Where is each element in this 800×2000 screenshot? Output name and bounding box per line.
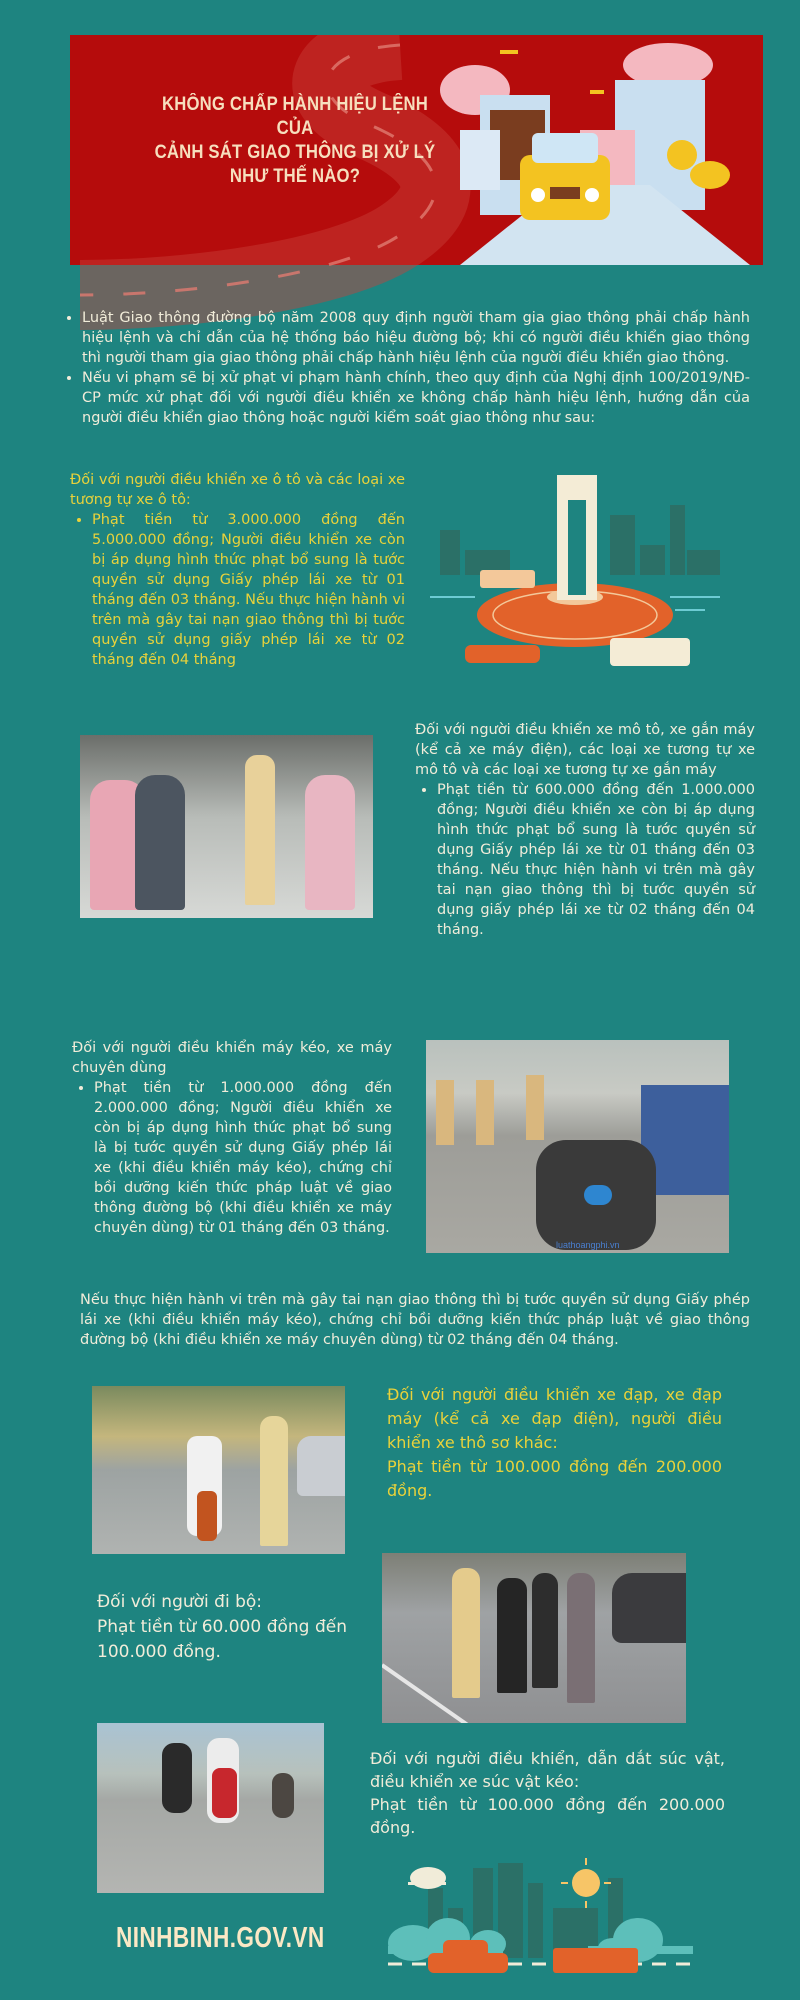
page-title: KHÔNG CHẤP HÀNH HIỆU LỆNH CỦA CẢNH SÁT GIAO THÔNG BỊ XỬ LÝ NHƯ THẾ NÀO?	[154, 94, 436, 187]
tractor-fine: • Phạt tiền từ 1.000.000 đồng đến 2.000.000 đồng; Người điều khiển xe còn bị áp dụng hình thức phạt bổ sung là bị tước quyền sử dụng Giấy phép lái xe (khi điều khiển máy kéo), chứng chỉ bồi dưỡng kiến thức pháp luật về giao thông đường bộ (khi điều khiển xe máy chuyên dùng) từ 01 tháng đến 03 tháng.	[94, 1078, 392, 1238]
animal-fine: Phạt tiền từ 100.000 đồng đến 200.000 đồng.	[370, 1795, 725, 1837]
tractor-heading: Đối với người điều khiển máy kéo, xe máy chuyên dùng	[72, 1040, 392, 1076]
animal-section	[370, 1747, 725, 1839]
pedestrian-heading: Đối với người đi bộ:	[97, 1592, 262, 1612]
bicycle-heading: Đối với người điều khiển xe đạp, xe đạp máy (kể cả xe đạp điện), người điều khiển xe thô sơ khác:	[387, 1385, 722, 1452]
bicycle-fine: Phạt tiền từ 100.000 đồng đến 200.000 đồng.	[387, 1457, 722, 1500]
intro-text	[60, 308, 750, 428]
tractor-section	[72, 1038, 392, 1238]
pedestrian-section	[97, 1590, 347, 1665]
car-heading: Đối với người điều khiển xe ô tô và các loại xe tương tự xe ô tô:	[70, 472, 405, 508]
header-banner	[70, 35, 763, 265]
city-cars-sun-illustration	[388, 1848, 693, 1978]
intro-bullet: • Luật Giao thông đường bộ năm 2008 quy định người tham gia giao thông phải chấp hành hiệu lệnh và chỉ dẫn của hệ thống báo hiệu đường bộ; khi có người điều khiển giao thông thì người tham gia giao thông phải chấp hành hiệu lệnh của người điều khiển giao thông.	[82, 308, 750, 368]
animal-heading: Đối với người điều khiển, dẫn dắt súc vật, điều khiển xe súc vật kéo:	[370, 1749, 725, 1791]
police-checkpoint-photo	[426, 1040, 729, 1253]
bicycle-section	[387, 1383, 722, 1503]
city-traffic-illustration	[420, 35, 763, 265]
car-fine: • Phạt tiền từ 3.000.000 đồng đến 5.000.000 đồng; Người điều khiển xe còn bị áp dụng hình thức phạt bổ sung là tước quyền sử dụng Giấy phép lái xe từ 01 tháng đến 03 tháng. Nếu thực hiện hành vi trên mà gây tai nạn giao thông thì bị tước quyền sử dụng giấy phép lái xe từ 02 tháng đến 04 tháng	[92, 510, 405, 670]
photo-watermark: luathoangphi.vn	[556, 1240, 620, 1250]
motorbike-with-dog-photo	[97, 1723, 324, 1893]
police-stopping-e-bike-photo	[92, 1386, 345, 1554]
roundabout-illustration	[425, 465, 720, 675]
police-escorting-pedestrians-photo	[382, 1553, 686, 1723]
motorbike-fine: • Phạt tiền từ 600.000 đồng đến 1.000.000 đồng; Người điều khiển xe còn bị áp dụng hình thức phạt bổ sung là tước quyền sử dụng Giấy phép lái xe từ 01 tháng đến 03 tháng. Nếu thực hiện hành vi trên mà gây tai nạn giao thông thì bị tước quyền sử dụng giấy phép lái xe từ 02 tháng đến 04 tháng.	[437, 780, 755, 940]
tractor-accident-note: Nếu thực hiện hành vi trên mà gây tai nạn giao thông thì bị tước quyền sử dụng Giấy phép lái xe (khi điều khiển máy kéo), chứng chỉ bồi dưỡng kiến thức pháp luật về giao thông đường bộ (khi điều khiển xe máy chuyên dùng) từ 02 tháng đến 04 tháng.	[80, 1292, 750, 1348]
intro-bullet: • Nếu vi phạm sẽ bị xử phạt vi phạm hành chính, theo quy định của Nghị định 100/2019/NĐ-CP mức xử phạt đối với người điều khiển xe không chấp hành hiệu lệnh, hướng dẫn của người điều khiển giao thông hoặc người kiểm soát giao thông như sau:	[82, 368, 750, 428]
site-logo: NINHBINH.GOV.VN	[116, 1922, 325, 1954]
pedestrian-fine: Phạt tiền từ 60.000 đồng đến 100.000 đồng.	[97, 1617, 347, 1662]
car-section	[70, 470, 405, 670]
motorbike-heading: Đối với người điều khiển xe mô tô, xe gắn máy (kể cả xe máy điện), các loại xe tương tự xe mô tô và các loại xe tương tự xe gắn máy	[415, 722, 755, 778]
traffic-police-directing-motorbikes-photo	[80, 735, 373, 918]
motorbike-section	[415, 720, 755, 940]
